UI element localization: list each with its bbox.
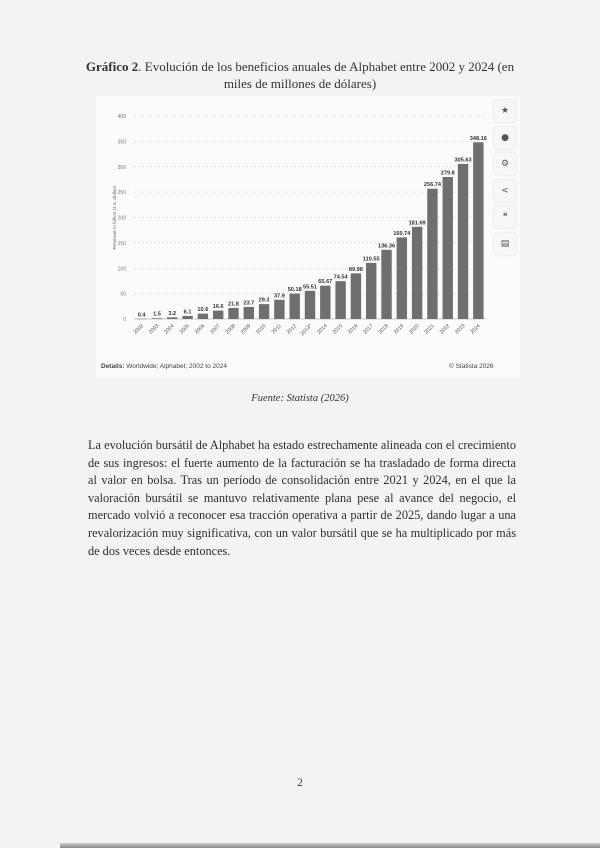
y-tick-label: 350 bbox=[117, 139, 126, 146]
bar bbox=[381, 250, 391, 319]
bar bbox=[228, 308, 238, 319]
data-label: 348.16 bbox=[469, 135, 487, 142]
data-label: 279.8 bbox=[440, 170, 455, 177]
bar bbox=[320, 286, 330, 319]
data-label: 305.63 bbox=[454, 157, 472, 164]
bar bbox=[259, 304, 269, 319]
chart-details-text: Worldwide; Alphabet; 2002 to 2024 bbox=[124, 363, 227, 370]
y-tick-label: 400 bbox=[117, 114, 126, 120]
x-tick-label: 2007 bbox=[209, 323, 222, 336]
x-tick-label: 2021 bbox=[423, 323, 436, 336]
scan-edge bbox=[60, 843, 600, 848]
data-label: 3.2 bbox=[168, 310, 177, 317]
quote-icon[interactable]: ❝ bbox=[494, 206, 516, 228]
statista-chart bbox=[96, 96, 520, 378]
x-tick-label: 2012 bbox=[285, 323, 299, 336]
page-number: 2 bbox=[297, 777, 303, 789]
x-tick-label: 2011 bbox=[270, 323, 283, 336]
x-tick-label: 2003 bbox=[147, 323, 161, 336]
data-label: 136.36 bbox=[377, 243, 396, 250]
x-tick-label: 2006 bbox=[193, 323, 207, 336]
figure-source: Fuente: Statista (2026) bbox=[251, 393, 349, 404]
x-tick-label: 2018 bbox=[377, 323, 390, 336]
data-label: 37.9 bbox=[273, 293, 285, 300]
bar bbox=[167, 317, 177, 319]
x-tick-label: 2017 bbox=[362, 323, 375, 336]
data-label: 256.74 bbox=[423, 182, 441, 189]
data-label: 6.1 bbox=[183, 309, 192, 316]
bar bbox=[244, 307, 254, 319]
bar bbox=[458, 164, 468, 319]
bar bbox=[412, 227, 422, 319]
y-tick-label: 250 bbox=[117, 190, 126, 197]
figure-caption-label: Gráfico 2 bbox=[85, 59, 139, 74]
data-label: 65.67 bbox=[318, 279, 333, 286]
y-tick-label: 0 bbox=[123, 317, 126, 323]
data-label: 55.51 bbox=[303, 284, 317, 291]
data-label: 89.98 bbox=[348, 266, 363, 273]
chart-details-label: Details: bbox=[101, 363, 125, 370]
bar bbox=[335, 281, 345, 319]
x-tick-label: 2020 bbox=[408, 323, 421, 336]
x-tick-label: 2004 bbox=[163, 323, 176, 336]
bar bbox=[213, 311, 223, 319]
data-label: 110.55 bbox=[362, 256, 380, 263]
bar bbox=[305, 291, 315, 319]
data-label: 23.7 bbox=[243, 300, 255, 307]
x-tick-label: 2002 bbox=[132, 323, 146, 336]
data-label: 29.3 bbox=[258, 297, 270, 304]
y-axis-title: Revenue in billion U.S. dollars bbox=[113, 185, 118, 250]
x-tick-label: 2019 bbox=[392, 323, 406, 336]
x-tick-label: 2014 bbox=[316, 323, 329, 336]
bell-icon[interactable]: ● bbox=[494, 127, 516, 149]
x-tick-label: 2016 bbox=[346, 323, 360, 336]
x-tick-label: 2009 bbox=[239, 323, 253, 336]
x-tick-label: 2024 bbox=[469, 323, 482, 336]
data-label: 50.18 bbox=[287, 287, 302, 294]
x-tick-label: 2023 bbox=[454, 323, 467, 336]
y-tick-label: 150 bbox=[117, 240, 126, 247]
bar bbox=[473, 142, 483, 319]
bar bbox=[182, 316, 192, 319]
star-icon[interactable]: ★ bbox=[494, 100, 516, 122]
bar bbox=[274, 300, 284, 319]
data-label: 1.5 bbox=[153, 311, 161, 318]
y-tick-label: 300 bbox=[117, 164, 126, 171]
data-label: 181.69 bbox=[408, 220, 426, 227]
y-tick-label: 100 bbox=[117, 266, 126, 273]
print-icon[interactable]: ▤ bbox=[494, 233, 516, 255]
chart-credit: © Statista 2026 bbox=[449, 363, 494, 370]
data-label: 16.6 bbox=[212, 304, 224, 311]
x-tick-label: 2022 bbox=[438, 323, 452, 336]
bar bbox=[397, 237, 407, 319]
bar bbox=[443, 177, 453, 319]
data-label: 0.4 bbox=[137, 312, 146, 319]
data-label: 74.54 bbox=[333, 274, 348, 281]
data-label: 10.6 bbox=[197, 307, 209, 314]
x-tick-label: 2005 bbox=[178, 323, 191, 336]
body-paragraph: La evolución bursátil de Alphabet ha estado estrechamente alineada con el crecimiento de sus ingresos: el fuerte aumento de la facturación se ha trasladado de forma directa al valor en bolsa. Tras un período de consolidación entre 2021 y 2024, en el que la valoración bursátil se mantuvo relativamente plana pese al avance del negocio, el mercado volvió a reconocer esa tracción operativa a partir de 2025, dando lugar a una revalorización muy significativa, con un valor bursátil que se ha multiplicado por más de dos veces desde entonces. bbox=[88, 438, 516, 558]
data-label: 21.8 bbox=[228, 301, 239, 308]
data-label: 160.74 bbox=[393, 230, 411, 237]
bar-chart bbox=[96, 96, 520, 378]
bar bbox=[289, 294, 299, 319]
y-tick-label: 50 bbox=[120, 291, 126, 298]
share-icon[interactable]: < bbox=[494, 180, 516, 202]
x-tick-label: 2013* bbox=[299, 323, 314, 338]
figure-caption bbox=[80, 58, 520, 92]
bar bbox=[427, 189, 437, 319]
bar bbox=[152, 318, 162, 319]
chart-details bbox=[101, 363, 227, 370]
gear-icon[interactable]: ⚙ bbox=[494, 153, 516, 175]
chart-toolbar bbox=[494, 100, 516, 259]
figure-caption-text: . Evolución de los beneficios anuales de Alphabet entre 2002 y 2024 (en miles de millones de dólares) bbox=[138, 59, 515, 91]
x-tick-label: 2015 bbox=[331, 323, 345, 336]
bar bbox=[351, 273, 361, 319]
y-tick-label: 200 bbox=[117, 215, 126, 222]
bar bbox=[366, 263, 376, 319]
x-tick-label: 2010 bbox=[255, 323, 268, 336]
bar bbox=[198, 314, 208, 319]
x-tick-label: 2008 bbox=[224, 323, 237, 336]
